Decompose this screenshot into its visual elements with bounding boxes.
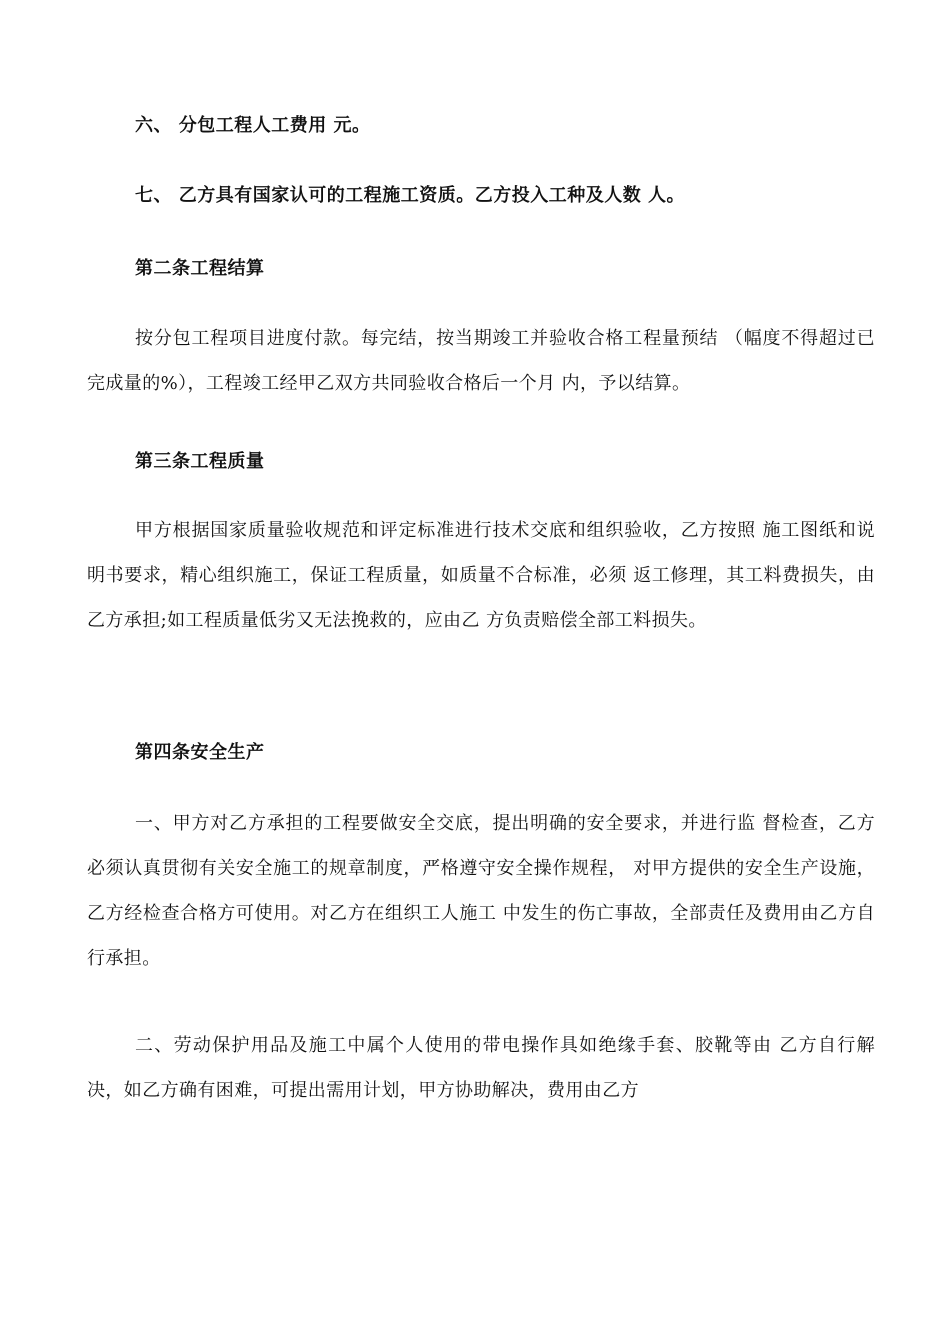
quality-paragraph: 甲方根据国家质量验收规范和评定标准进行技术交底和组织验收，乙方按照 施工图纸和说明书要求，精心组织施工，保证工程质量，如质量不合标准，必须 返工修理，其工料费损失，由乙方承担;如工程质量低劣又无法挽救的，应由乙 方负责赔偿全部工料损失。 bbox=[87, 520, 875, 631]
section-heading-quality: 第三条工程质量 bbox=[135, 451, 265, 472]
settlement-paragraph: 按分包工程项目进度付款。每完结，按当期竣工并验收合格工程量预结 （幅度不得超过已完成量的%），工程竣工经甲乙双方共同验收合格后一个月 内，予以结算。 bbox=[87, 328, 875, 394]
section-heading-settlement: 第二条工程结算 bbox=[135, 258, 265, 279]
section-heading-safety: 第四条安全生产 bbox=[135, 742, 265, 763]
item-seven: 七、 乙方具有国家认可的工程施工资质。乙方投入工种及人数 人。 bbox=[135, 185, 686, 206]
safety-paragraph-one: 一、甲方对乙方承担的工程要做安全交底，提出明确的安全要求，并进行监 督检查，乙方必须认真贯彻有关安全施工的规章制度，严格遵守安全操作规程， 对甲方提供的安全生产设施，乙方经检查合格方可使用。对乙方在组织工人施工 中发生的伤亡事故，全部责任及费用由乙方自行承担。 bbox=[87, 813, 875, 969]
item-six: 六、 分包工程人工费用 元。 bbox=[135, 115, 371, 136]
safety-paragraph-two: 二、劳动保护用品及施工中属个人使用的带电操作具如绝缘手套、胶靴等由 乙方自行解决，如乙方确有困难，可提出需用计划，甲方协助解决，费用由乙方 bbox=[87, 1035, 875, 1101]
